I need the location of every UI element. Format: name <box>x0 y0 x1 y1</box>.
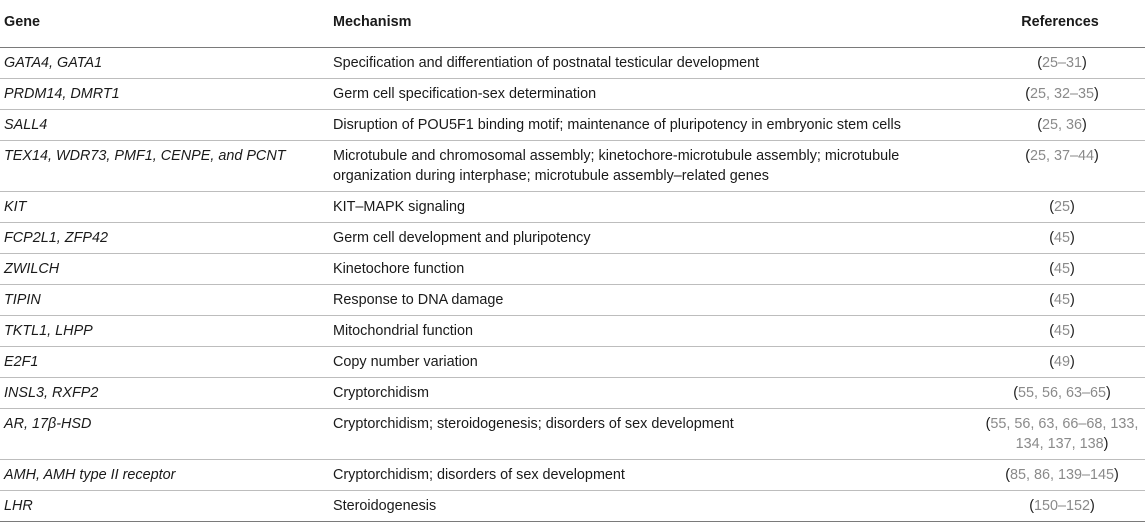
table-row <box>0 191 1145 222</box>
cell-references <box>933 377 1145 408</box>
cell-references <box>933 490 1145 521</box>
cell-references <box>933 109 1145 140</box>
cell-mechanism: Cryptorchidism; steroidogenesis; disorders of sex development <box>333 408 933 459</box>
cell-gene: TKTL1, LHPP <box>0 315 333 346</box>
table-row <box>0 78 1145 109</box>
reference-link[interactable]: 25 <box>1053 198 1070 215</box>
cell-gene: INSL3, RXFP2 <box>0 377 333 408</box>
ref-open-paren: ( <box>1049 229 1054 246</box>
cell-gene: E2F1 <box>0 346 333 377</box>
ref-close-paren: ) <box>1114 466 1119 483</box>
ref-close-paren: ) <box>1106 384 1111 401</box>
table-row <box>0 459 1145 490</box>
cell-mechanism: Response to DNA damage <box>333 284 933 315</box>
table-body <box>0 47 1145 521</box>
ref-open-paren: ( <box>1025 85 1030 102</box>
cell-mechanism: Kinetochore function <box>333 253 933 284</box>
cell-references <box>933 222 1145 253</box>
reference-link[interactable]: 25, 32–35 <box>1029 85 1095 102</box>
cell-references <box>933 284 1145 315</box>
table-header <box>0 0 1145 47</box>
reference-link[interactable]: 25–31 <box>1041 54 1083 71</box>
cell-references <box>933 459 1145 490</box>
ref-open-paren: ( <box>1037 54 1042 71</box>
ref-close-paren: ) <box>1094 85 1099 102</box>
cell-references <box>933 140 1145 191</box>
cell-gene: AR, 17β-HSD <box>0 408 333 459</box>
cell-mechanism: Cryptorchidism <box>333 377 933 408</box>
ref-open-paren: ( <box>1037 116 1042 133</box>
ref-close-paren: ) <box>1070 291 1075 308</box>
cell-gene: FCP2L1, ZFP42 <box>0 222 333 253</box>
reference-link[interactable]: 55, 56, 63–65 <box>1017 384 1107 401</box>
table-row <box>0 253 1145 284</box>
header-mechanism: Mechanism <box>333 0 933 47</box>
reference-link[interactable]: 85, 86, 139–145 <box>1009 466 1115 483</box>
ref-open-paren: ( <box>1025 147 1030 164</box>
cell-references <box>933 408 1145 459</box>
reference-link[interactable]: 49 <box>1053 353 1070 370</box>
ref-close-paren: ) <box>1070 198 1075 215</box>
table-row <box>0 315 1145 346</box>
cell-references <box>933 191 1145 222</box>
cell-references <box>933 315 1145 346</box>
reference-link[interactable]: 150–152 <box>1033 497 1091 514</box>
reference-link[interactable]: 25, 36 <box>1041 116 1082 133</box>
table-row <box>0 140 1145 191</box>
cell-mechanism: Microtubule and chromosomal assembly; kinetochore-microtubule assembly; microtubule organization during interphase; microtubule assembly–related genes <box>333 140 933 191</box>
cell-mechanism: Copy number variation <box>333 346 933 377</box>
ref-open-paren: ( <box>1049 353 1054 370</box>
ref-open-paren: ( <box>985 415 991 432</box>
table-row <box>0 284 1145 315</box>
ref-close-paren: ) <box>1070 353 1075 370</box>
cell-gene: TIPIN <box>0 284 333 315</box>
header-gene: Gene <box>0 0 333 47</box>
cell-gene: LHR <box>0 490 333 521</box>
ref-open-paren: ( <box>1005 466 1010 483</box>
cell-references <box>933 346 1145 377</box>
ref-open-paren: ( <box>1049 322 1054 339</box>
reference-link[interactable]: 55, 56, 63, 66–68, 133, 134, 137, 138 <box>990 415 1139 452</box>
table-row <box>0 47 1145 78</box>
reference-link[interactable]: 45 <box>1053 229 1070 246</box>
reference-link[interactable]: 25, 37–44 <box>1029 147 1095 164</box>
cell-mechanism: Disruption of POU5F1 binding motif; maintenance of pluripotency in embryonic stem cells <box>333 109 933 140</box>
cell-mechanism: Mitochondrial function <box>333 315 933 346</box>
table-row <box>0 109 1145 140</box>
cell-mechanism: Specification and differentiation of postnatal testicular development <box>333 47 933 78</box>
cell-gene: PRDM14, DMRT1 <box>0 78 333 109</box>
ref-close-paren: ) <box>1070 229 1075 246</box>
table-row <box>0 490 1145 521</box>
cell-mechanism: Germ cell specification-sex determination <box>333 78 933 109</box>
cell-mechanism: Cryptorchidism; disorders of sex development <box>333 459 933 490</box>
ref-open-paren: ( <box>1029 497 1034 514</box>
ref-open-paren: ( <box>1049 291 1054 308</box>
cell-gene: GATA4, GATA1 <box>0 47 333 78</box>
ref-close-paren: ) <box>1070 322 1075 339</box>
cell-mechanism: Germ cell development and pluripotency <box>333 222 933 253</box>
reference-link[interactable]: 45 <box>1053 291 1070 308</box>
ref-open-paren: ( <box>1049 198 1054 215</box>
header-row <box>0 0 1145 47</box>
cell-gene: SALL4 <box>0 109 333 140</box>
ref-close-paren: ) <box>1103 435 1109 452</box>
reference-link[interactable]: 45 <box>1053 260 1070 277</box>
table-row <box>0 408 1145 459</box>
ref-close-paren: ) <box>1082 54 1087 71</box>
cell-mechanism: Steroidogenesis <box>333 490 933 521</box>
ref-open-paren: ( <box>1049 260 1054 277</box>
table-row <box>0 222 1145 253</box>
ref-close-paren: ) <box>1082 116 1087 133</box>
cell-references <box>933 78 1145 109</box>
header-references: References <box>933 0 1145 47</box>
cell-gene: AMH, AMH type II receptor <box>0 459 333 490</box>
table-row <box>0 346 1145 377</box>
ref-close-paren: ) <box>1070 260 1075 277</box>
table-row <box>0 377 1145 408</box>
cell-gene: ZWILCH <box>0 253 333 284</box>
cell-mechanism: KIT–MAPK signaling <box>333 191 933 222</box>
cell-gene: KIT <box>0 191 333 222</box>
cell-references <box>933 253 1145 284</box>
ref-close-paren: ) <box>1090 497 1095 514</box>
cell-references <box>933 47 1145 78</box>
ref-open-paren: ( <box>1013 384 1018 401</box>
reference-link[interactable]: 45 <box>1053 322 1070 339</box>
cell-gene: TEX14, WDR73, PMF1, CENPE, and PCNT <box>0 140 333 191</box>
ref-close-paren: ) <box>1094 147 1099 164</box>
